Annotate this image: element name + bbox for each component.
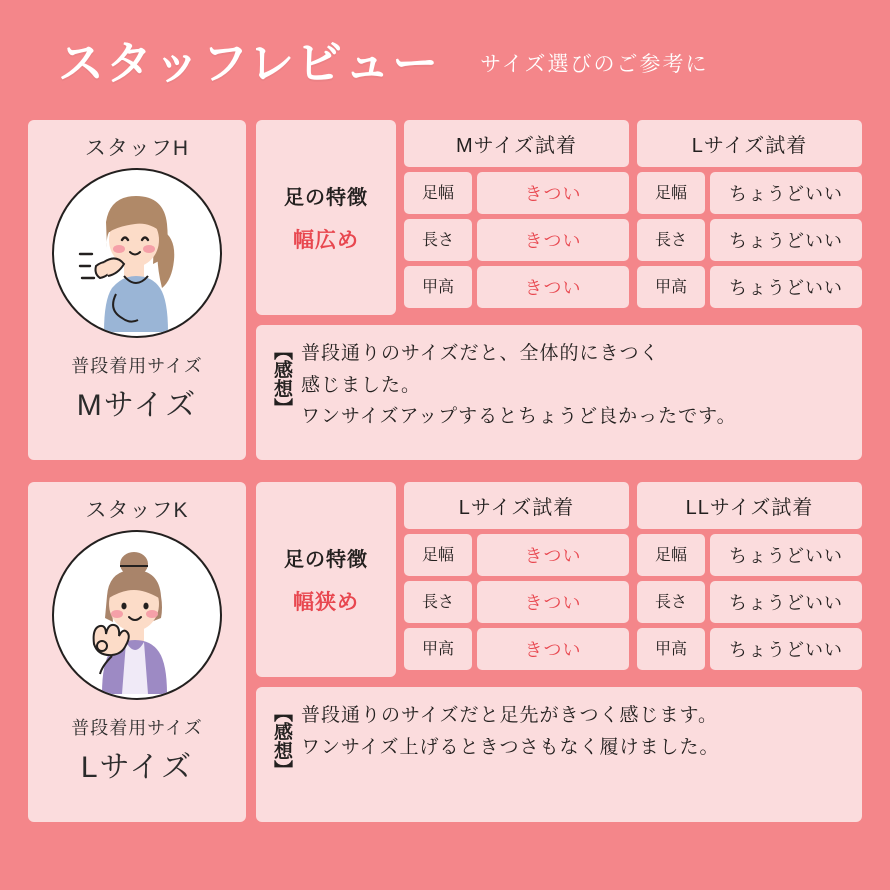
impression-line: ワンサイズアップするとちょうど良かったです。	[301, 406, 737, 428]
row-value: きつい	[477, 534, 629, 576]
row-label: 甲高	[637, 266, 705, 308]
staff-h-illustration	[54, 170, 216, 332]
impression-line: ワンサイズ上げるときつさもなく履けました。	[301, 736, 720, 758]
staff-k-illustration	[54, 532, 216, 694]
staff-name: スタッフK	[85, 499, 189, 522]
row-value: きつい	[477, 172, 629, 214]
impression-tag: 【感想】	[271, 703, 292, 779]
row-label: 甲高	[637, 628, 705, 670]
impression-text	[301, 701, 719, 760]
review-card	[28, 482, 862, 822]
usual-size-label: 普段着用サイズ	[71, 356, 203, 376]
row-label: 足幅	[404, 172, 472, 214]
foot-feature-box	[256, 120, 396, 315]
row-label: 長さ	[404, 219, 472, 261]
table-row	[637, 628, 862, 670]
size-table-header: LLサイズ試着	[637, 482, 862, 529]
size-table-header: Lサイズ試着	[404, 482, 629, 529]
size-table	[637, 120, 862, 315]
row-value: きつい	[477, 628, 629, 670]
table-row	[637, 534, 862, 576]
table-row	[404, 534, 629, 576]
row-value: きつい	[477, 581, 629, 623]
fit-tables	[256, 120, 862, 315]
foot-feature-value: 幅狭め	[293, 591, 359, 614]
table-row	[404, 581, 629, 623]
avatar	[52, 168, 222, 338]
foot-feature-box	[256, 482, 396, 677]
row-value: ちょうどいい	[710, 219, 862, 261]
size-table	[404, 120, 629, 315]
row-value: きつい	[477, 266, 629, 308]
table-row	[637, 219, 862, 261]
impression-line: 普段通りのサイズだと足先がきつく感じます。	[301, 705, 718, 726]
review-content	[256, 120, 862, 460]
table-row	[637, 581, 862, 623]
usual-size-value: Lサイズ	[80, 751, 194, 784]
staff-profile	[28, 482, 246, 822]
impression-box	[256, 687, 862, 822]
foot-feature-value: 幅広め	[293, 229, 359, 252]
review-card	[28, 120, 862, 460]
row-value: ちょうどいい	[710, 534, 862, 576]
table-row	[404, 219, 629, 261]
impression-box	[256, 325, 862, 460]
table-row	[637, 172, 862, 214]
row-label: 長さ	[637, 219, 705, 261]
table-row	[404, 628, 629, 670]
size-table	[404, 482, 629, 677]
impression-text	[301, 339, 737, 430]
row-value: きつい	[477, 219, 629, 261]
row-label: 足幅	[404, 534, 472, 576]
review-content	[256, 482, 862, 822]
row-label: 足幅	[637, 172, 705, 214]
row-label: 長さ	[404, 581, 472, 623]
page-header	[28, 0, 862, 120]
row-value: ちょうどいい	[710, 581, 862, 623]
staff-name: スタッフH	[84, 137, 190, 160]
foot-feature-title: 足の特徴	[284, 549, 368, 571]
table-row	[637, 266, 862, 308]
row-label: 甲高	[404, 266, 472, 308]
foot-feature-title: 足の特徴	[284, 187, 368, 209]
row-value: ちょうどいい	[710, 266, 862, 308]
row-value: ちょうどいい	[710, 628, 862, 670]
usual-size-value: Mサイズ	[76, 389, 198, 422]
size-table	[637, 482, 862, 677]
size-table-header: Mサイズ試着	[404, 120, 629, 167]
size-table-header: Lサイズ試着	[637, 120, 862, 167]
page-subtitle: サイズ選びのご参考に	[480, 53, 709, 76]
row-label: 甲高	[404, 628, 472, 670]
row-value: ちょうどいい	[710, 172, 862, 214]
staff-profile	[28, 120, 246, 460]
row-label: 足幅	[637, 534, 705, 576]
table-row	[404, 266, 629, 308]
fit-tables	[256, 482, 862, 677]
impression-line: 感じました。	[301, 374, 422, 396]
impression-line: 普段通りのサイズだと、全体的にきつく	[301, 343, 660, 364]
page-title: スタッフレビュー	[58, 37, 441, 89]
row-label: 長さ	[637, 581, 705, 623]
usual-size-label: 普段着用サイズ	[71, 718, 203, 738]
avatar	[52, 530, 222, 700]
impression-tag: 【感想】	[271, 341, 292, 417]
table-row	[404, 172, 629, 214]
